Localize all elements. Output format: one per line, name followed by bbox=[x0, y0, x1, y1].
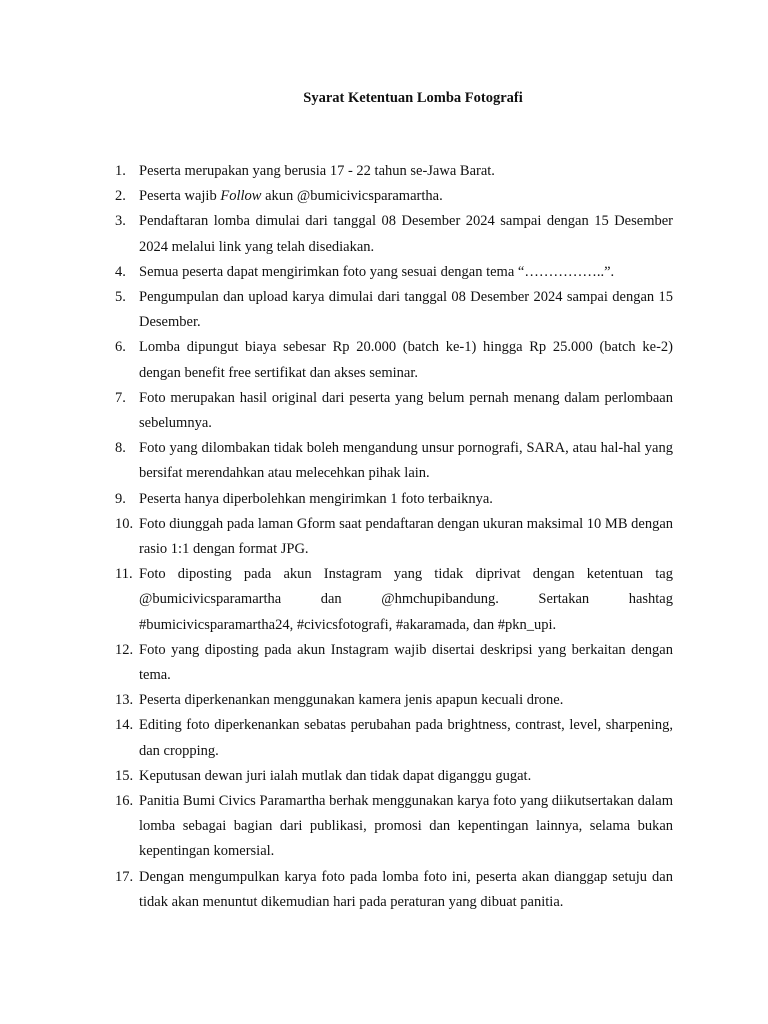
list-item bbox=[115, 335, 673, 385]
list-item bbox=[115, 638, 673, 688]
list-item bbox=[115, 789, 673, 865]
item-text: Peserta hanya diperbolehkan mengirimkan 1 foto terbaiknya. bbox=[139, 490, 493, 507]
item-number: 4. bbox=[115, 263, 126, 280]
item-text: Semua peserta dapat mengirimkan foto yang sesuai dengan tema “……………..”. bbox=[139, 263, 615, 280]
item-text: Dengan mengumpulkan karya foto pada lomba foto ini, peserta akan dianggap setuju dan tidak akan menuntut dikemudian hari pada peraturan yang dibuat panitia. bbox=[139, 868, 673, 910]
rules-list bbox=[115, 159, 673, 915]
item-number: 1. bbox=[115, 163, 126, 179]
item-text: Foto merupakan hasil original dari peserta yang belum pernah menang dalam perlombaan sebelumnya. bbox=[139, 389, 673, 432]
item-number: 13. bbox=[115, 692, 134, 709]
item-number: 2. bbox=[115, 188, 126, 205]
item-number: 15. bbox=[115, 767, 134, 784]
list-item bbox=[115, 436, 673, 486]
item-number: 11. bbox=[115, 566, 133, 583]
list-item bbox=[115, 688, 673, 713]
list-item bbox=[115, 562, 673, 638]
item-text: Peserta merupakan yang berusia 17 - 22 tahun se-Jawa Barat. bbox=[139, 163, 495, 179]
item-number: 14. bbox=[115, 717, 134, 734]
list-item bbox=[115, 386, 673, 436]
item-text: Foto diunggah pada laman Gform saat pendaftaran dengan ukuran maksimal 10 MB dengan rasio 1:1 dengan format JPG. bbox=[139, 515, 673, 558]
item-text: Pendaftaran lomba dimulai dari tanggal 08 Desember 2024 sampai dengan 15 Desember 2024 melalui link yang telah disediakan. bbox=[139, 213, 673, 255]
item-number: 9. bbox=[115, 490, 126, 507]
item-text-post: akun @bumicivicsparamartha. bbox=[261, 188, 443, 205]
item-number: 12. bbox=[115, 641, 134, 658]
item-text: Editing foto diperkenankan sebatas perubahan pada brightness, contrast, level, sharpening, dan cropping. bbox=[139, 717, 673, 759]
list-item bbox=[115, 487, 673, 512]
item-text: Foto diposting pada akun Instagram yang tidak diprivat dengan ketentuan tag @bumicivicsparamartha dan @hmchupibandung. Sertakan hashtag #bumicivicsparamartha24, #civicsfotografi, #akaramada, dan #pkn_upi. bbox=[139, 566, 673, 633]
list-item bbox=[115, 865, 673, 915]
item-number: 3. bbox=[115, 213, 126, 230]
item-text: Pengumpulan dan upload karya dimulai dari tanggal 08 Desember 2024 sampai dengan 15 Desember. bbox=[139, 289, 673, 331]
item-text: Foto yang dilombakan tidak boleh mengandung unsur pornografi, SARA, atau hal-hal yang bersifat merendahkan atau melecehkan pihak lain. bbox=[139, 440, 673, 482]
item-text bbox=[139, 188, 443, 204]
item-text: Panitia Bumi Civics Paramartha berhak menggunakan karya foto yang diikutsertakan dalam lomba sebagai bagian dari publikasi, promosi dan kepentingan lainnya, selama bukan kepentingan komersial. bbox=[139, 793, 673, 860]
list-item bbox=[115, 184, 673, 209]
list-item bbox=[115, 512, 673, 562]
list-item bbox=[115, 285, 673, 335]
item-text: Peserta diperkenankan menggunakan kamera jenis apapun kecuali drone. bbox=[139, 692, 564, 709]
list-item bbox=[115, 260, 673, 285]
list-item bbox=[115, 209, 673, 259]
list-item bbox=[115, 764, 673, 789]
item-number: 8. bbox=[115, 440, 126, 457]
item-text: Foto yang diposting pada akun Instagram wajib disertai deskripsi yang berkaitan dengan tema. bbox=[139, 641, 673, 684]
document-title: Syarat Ketentuan Lomba Fotografi bbox=[303, 90, 523, 106]
item-number: 10. bbox=[115, 515, 134, 532]
item-number: 5. bbox=[115, 289, 126, 306]
item-text-emphasis: Follow bbox=[220, 188, 262, 205]
item-number: 17. bbox=[115, 868, 134, 885]
item-text: Lomba dipungut biaya sebesar Rp 20.000 (batch ke-1) hingga Rp 25.000 (batch ke-2) dengan benefit free sertifikat dan akses seminar. bbox=[139, 339, 673, 381]
item-text-pre: Peserta wajib bbox=[139, 188, 221, 205]
item-text: Keputusan dewan juri ialah mutlak dan tidak dapat diganggu gugat. bbox=[139, 767, 532, 784]
item-number: 7. bbox=[115, 389, 126, 406]
item-number: 16. bbox=[115, 793, 134, 810]
list-item bbox=[115, 159, 673, 184]
item-number: 6. bbox=[115, 339, 126, 356]
list-item bbox=[115, 713, 673, 763]
